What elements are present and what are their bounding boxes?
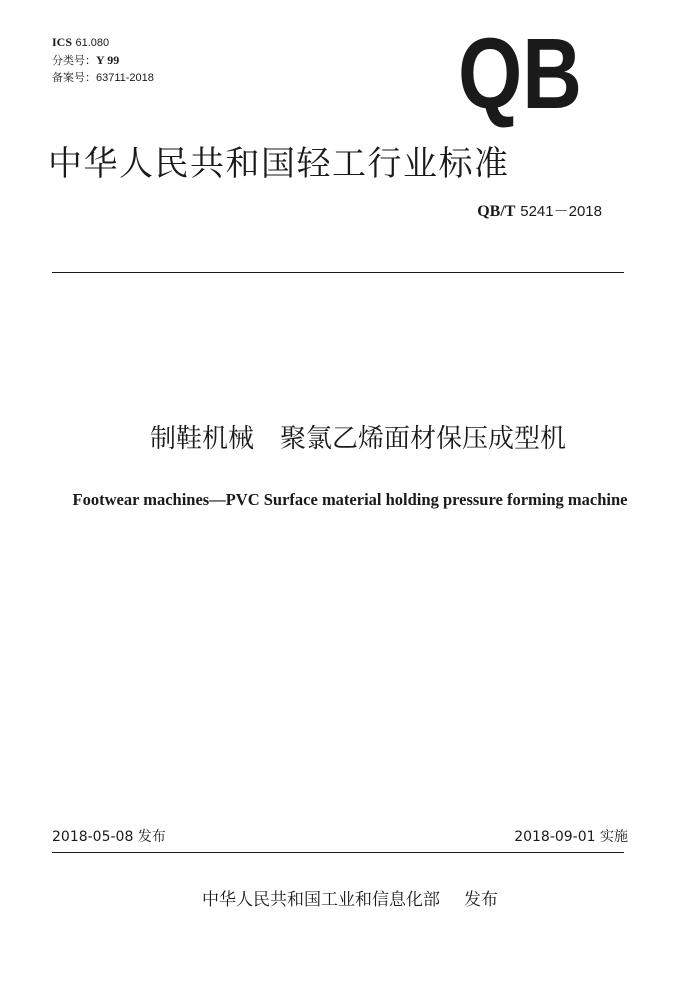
record-row — [52, 69, 154, 87]
ics-row — [52, 34, 154, 52]
class-label: 分类号： — [52, 54, 96, 67]
chinese-title-part2: 聚氯乙烯面材保压成型机 — [280, 424, 567, 454]
qb-logo — [456, 18, 584, 130]
publisher-action: 发布 — [464, 890, 498, 910]
qb-logo-text: QB — [458, 18, 582, 130]
top-divider — [52, 272, 624, 273]
classification-block — [52, 34, 154, 87]
english-title: Footwear machines—PVC Surface material holding pressure forming machine — [72, 490, 628, 509]
publisher — [0, 885, 700, 910]
org-title: 中华人民共和国轻工行业标准 — [48, 144, 510, 184]
publisher-name: 中华人民共和国工业和信息化部 — [202, 890, 440, 910]
ics-label: ICS — [52, 35, 73, 49]
standard-code — [477, 200, 602, 221]
record-label: 备案号： — [52, 71, 96, 84]
chinese-title-part1: 制鞋机械 — [149, 424, 254, 454]
standard-code-number: 5241－2018 — [520, 203, 602, 220]
class-row — [52, 52, 154, 69]
chinese-title — [0, 418, 700, 455]
implementation-date: 2018-09-01 实施 — [514, 829, 628, 845]
standard-code-prefix: QB/T — [477, 203, 516, 220]
issue-date: 2018-05-08 发布 — [52, 829, 166, 845]
bottom-divider — [52, 852, 624, 853]
class-value: Y 99 — [96, 53, 120, 67]
record-value: 63711-2018 — [96, 72, 154, 84]
ics-value: 61.080 — [75, 37, 110, 49]
